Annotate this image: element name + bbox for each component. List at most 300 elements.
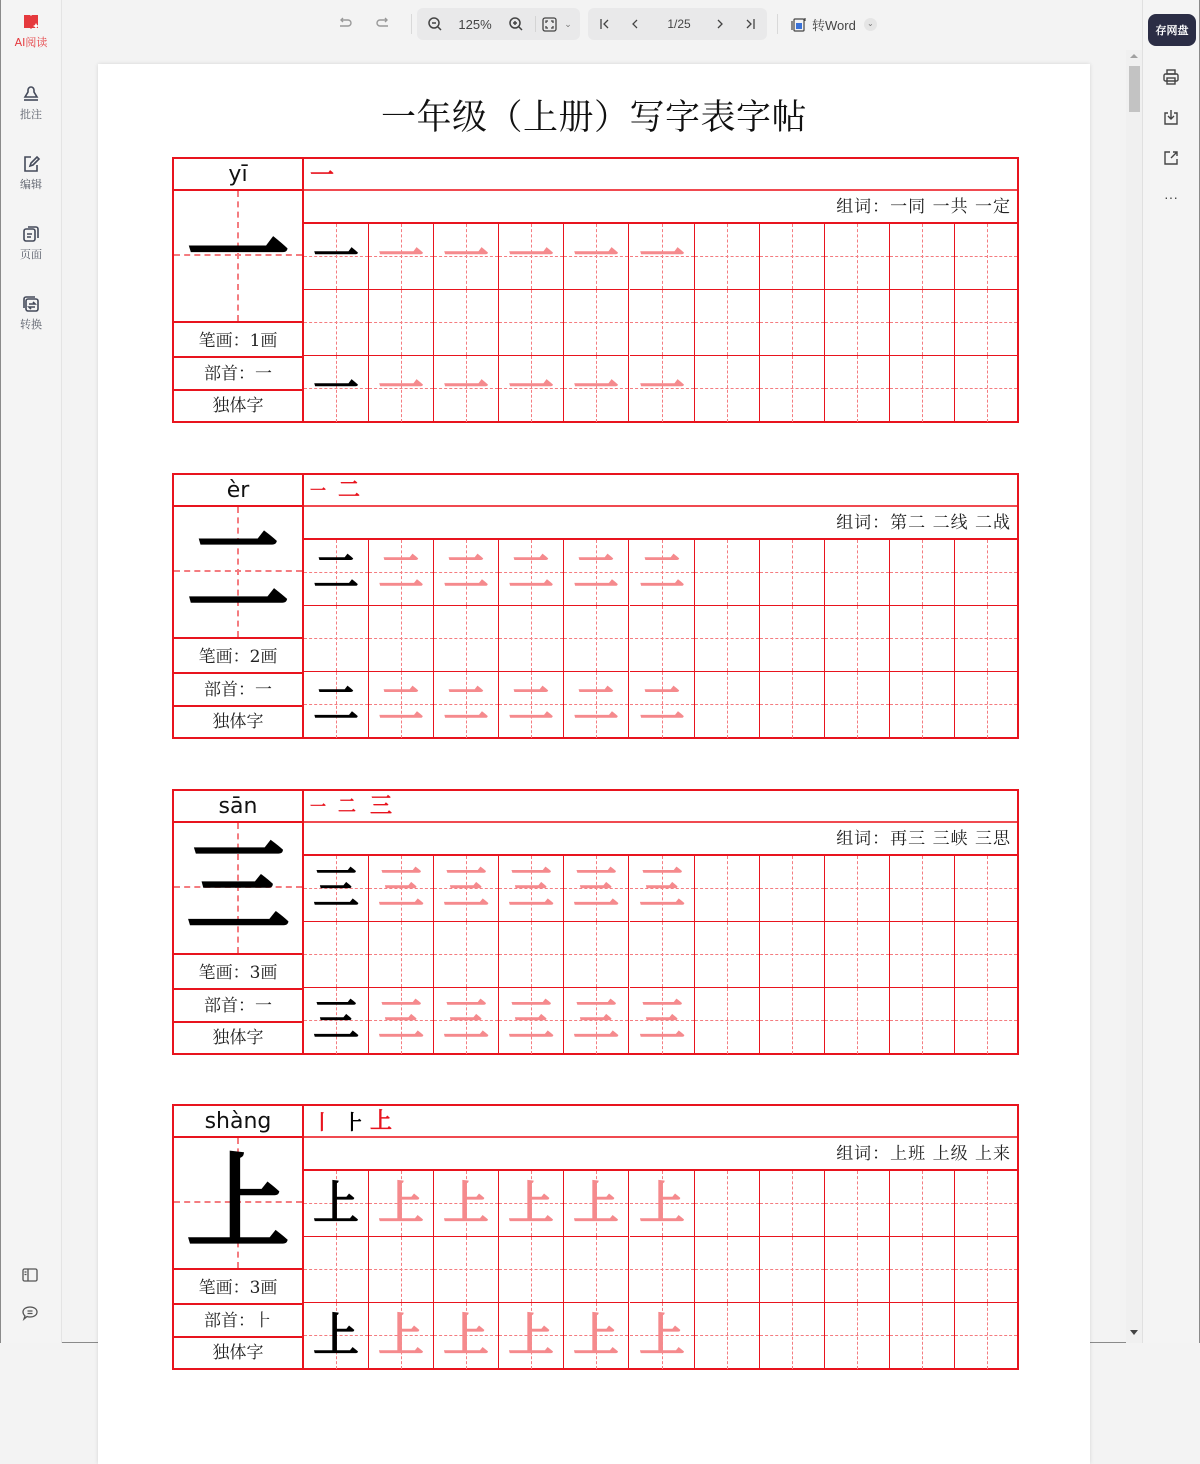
cell-guide-horizontal: [695, 954, 759, 955]
cell-guide-horizontal: [369, 954, 433, 955]
structure-type: 独体字: [212, 1028, 264, 1048]
cell-guide-vertical: [727, 672, 728, 738]
radical: 部首：⺊: [174, 1305, 302, 1338]
practice-cell[interactable]: [434, 606, 499, 672]
word-icon: [790, 16, 807, 33]
previous-page-button[interactable]: [625, 12, 645, 36]
practice-cell[interactable]: [434, 540, 499, 606]
practice-cell[interactable]: [434, 290, 499, 356]
cell-guide-horizontal: [695, 704, 759, 705]
undo-icon: [337, 17, 353, 31]
practice-cell[interactable]: [499, 1171, 564, 1237]
practice-cell[interactable]: [695, 606, 760, 672]
stroke-order-step: 上: [370, 1109, 393, 1134]
stroke-order-step: 一: [310, 481, 327, 500]
practice-model-character: 三: [313, 861, 359, 915]
practice-cell[interactable]: [890, 1171, 955, 1237]
zoom-in-icon: [508, 16, 524, 32]
practice-cell[interactable]: [825, 1171, 890, 1237]
scroll-up-arrow-icon[interactable]: [1130, 54, 1138, 58]
cell-guide-horizontal: [499, 638, 563, 639]
cell-guide-horizontal: [955, 888, 1017, 889]
next-page-button[interactable]: [710, 12, 730, 36]
practice-cell[interactable]: [564, 1303, 629, 1369]
vertical-scrollbar[interactable]: [1126, 50, 1143, 1343]
cell-guide-horizontal: [695, 388, 759, 389]
stroke-order-row: [304, 159, 1017, 191]
cell-guide-horizontal: [955, 572, 1017, 573]
practice-cell[interactable]: [955, 290, 1017, 356]
practice-cell[interactable]: [955, 356, 1017, 422]
practice-cell[interactable]: [695, 1303, 760, 1369]
practice-grid: [304, 856, 1017, 1053]
cell-guide-horizontal: [955, 388, 1017, 389]
practice-cell[interactable]: [564, 1171, 629, 1237]
cell-guide-horizontal: [890, 638, 954, 639]
practice-cell[interactable]: [825, 856, 890, 922]
trace-character: 三: [508, 861, 554, 915]
practice-cell[interactable]: [890, 922, 955, 988]
practice-cell[interactable]: [630, 224, 695, 290]
practice-cell[interactable]: [695, 672, 760, 738]
trace-character: 上: [639, 1308, 685, 1362]
character-block: [172, 157, 1019, 423]
cell-guide-vertical: [922, 672, 923, 738]
first-page-icon: [599, 18, 611, 30]
sidebar-item-edit[interactable]: [1, 154, 61, 192]
practice-cell[interactable]: [499, 922, 564, 988]
cell-guide-horizontal: [760, 322, 824, 323]
model-character-box: [174, 507, 302, 639]
character-block: [172, 473, 1019, 739]
print-icon[interactable]: [1162, 68, 1180, 86]
cell-guide-horizontal: [955, 1269, 1017, 1270]
practice-cell[interactable]: [630, 988, 695, 1054]
fit-options-dropdown[interactable]: ⌄: [564, 18, 572, 29]
practice-cell[interactable]: [695, 922, 760, 988]
practice-cell[interactable]: [630, 540, 695, 606]
word-examples-row: [304, 1138, 1017, 1171]
practice-cell[interactable]: [825, 922, 890, 988]
practice-cell[interactable]: [760, 672, 825, 738]
character-block: [172, 789, 1019, 1055]
word-examples: 组词：第二 二线 二战: [836, 513, 1011, 533]
cell-guide-horizontal: [825, 704, 889, 705]
cell-guide-horizontal: [630, 638, 694, 639]
save-to-cloud-button[interactable]: 存网盘: [1148, 14, 1196, 46]
stroke-order-step: 二: [338, 478, 361, 503]
practice-cell[interactable]: [825, 1237, 890, 1303]
redo-button[interactable]: [371, 12, 395, 36]
practice-cell[interactable]: [369, 988, 434, 1054]
practice-cell[interactable]: [564, 606, 629, 672]
top-toolbar: [62, 0, 1143, 50]
practice-cell[interactable]: [890, 606, 955, 672]
practice-cell[interactable]: [825, 356, 890, 422]
practice-cell[interactable]: [760, 1171, 825, 1237]
cell-guide-horizontal: [955, 1020, 1017, 1021]
stroke-order-step: 一: [310, 797, 327, 816]
practice-cell[interactable]: [890, 1303, 955, 1369]
zoom-in-button[interactable]: [504, 12, 528, 36]
practice-cell[interactable]: [564, 1237, 629, 1303]
redo-icon: [375, 17, 391, 31]
right-toolbar: [1142, 0, 1199, 1343]
stroke-count: 笔画：3画: [174, 1272, 302, 1305]
practice-cell[interactable]: [304, 672, 369, 738]
trace-character: 一: [508, 229, 554, 283]
left-sidebar: [1, 0, 62, 1343]
cell-guide-horizontal: [434, 954, 498, 955]
cell-guide-horizontal: [890, 954, 954, 955]
cell-guide-horizontal: [825, 1203, 889, 1204]
practice-cell[interactable]: [369, 922, 434, 988]
practice-cell[interactable]: [955, 672, 1017, 738]
practice-cell[interactable]: [369, 290, 434, 356]
practice-cell[interactable]: [499, 224, 564, 290]
cell-guide-vertical: [792, 672, 793, 738]
practice-cell[interactable]: [499, 290, 564, 356]
model-character: 上: [185, 1141, 290, 1264]
cell-guide-horizontal: [304, 1269, 368, 1270]
radical: 部首：一: [174, 674, 302, 707]
practice-cell[interactable]: [499, 356, 564, 422]
practice-cell[interactable]: [304, 540, 369, 606]
practice-cell[interactable]: [760, 1303, 825, 1369]
practice-cell[interactable]: [304, 224, 369, 290]
practice-cell[interactable]: [760, 224, 825, 290]
practice-cell[interactable]: [304, 1237, 369, 1303]
cell-guide-vertical: [727, 988, 728, 1054]
stroke-order-step: 丨: [312, 1110, 332, 1134]
practice-cell[interactable]: [304, 988, 369, 1054]
cell-guide-horizontal: [760, 256, 824, 257]
cell-guide-vertical: [987, 1303, 988, 1369]
practice-cell[interactable]: [564, 224, 629, 290]
last-page-button[interactable]: [740, 12, 760, 36]
practice-cell[interactable]: [825, 672, 890, 738]
practice-cell[interactable]: [955, 1171, 1017, 1237]
convert-icon: [21, 294, 41, 314]
practice-cell[interactable]: [434, 356, 499, 422]
download-icon[interactable]: [1162, 108, 1180, 126]
practice-cell[interactable]: [564, 290, 629, 356]
practice-cell[interactable]: [825, 988, 890, 1054]
trace-character: 上: [508, 1176, 554, 1230]
cell-guide-vertical: [987, 988, 988, 1054]
practice-cell[interactable]: [499, 1237, 564, 1303]
undo-button[interactable]: [333, 12, 357, 36]
pages-icon: [21, 224, 41, 244]
cell-guide-horizontal: [955, 954, 1017, 955]
practice-cell[interactable]: [760, 356, 825, 422]
practice-cell[interactable]: [760, 290, 825, 356]
practice-cell[interactable]: [499, 988, 564, 1054]
cell-guide-vertical: [727, 356, 728, 422]
cell-guide-horizontal: [760, 888, 824, 889]
practice-cell[interactable]: [304, 290, 369, 356]
radical: 部首：一: [174, 990, 302, 1023]
stroke-order-step: ⺊: [344, 1110, 364, 1134]
practice-cell[interactable]: [890, 988, 955, 1054]
chevron-down-icon[interactable]: ⌄: [864, 18, 877, 31]
cell-guide-vertical: [857, 672, 858, 738]
practice-cell[interactable]: [630, 290, 695, 356]
stroke-order-step: 二: [338, 796, 356, 817]
chevron-right-icon: [714, 18, 726, 30]
page-number-input[interactable]: 1/25: [667, 17, 691, 31]
practice-cell[interactable]: [760, 922, 825, 988]
cell-guide-horizontal: [825, 1335, 889, 1336]
document-viewport: [62, 50, 1126, 1363]
practice-cell[interactable]: [955, 540, 1017, 606]
cell-guide-horizontal: [890, 322, 954, 323]
pinyin: yī: [174, 159, 302, 191]
sidebar-item-ai-reading[interactable]: [1, 12, 61, 50]
practice-cell[interactable]: [564, 988, 629, 1054]
practice-cell[interactable]: [369, 540, 434, 606]
practice-cell[interactable]: [304, 1171, 369, 1237]
practice-cell[interactable]: [695, 224, 760, 290]
practice-cell[interactable]: [434, 1237, 499, 1303]
practice-cell[interactable]: [369, 672, 434, 738]
character-info-column: [174, 159, 304, 421]
trace-character: 二: [508, 545, 554, 599]
cell-guide-horizontal: [369, 322, 433, 323]
practice-cell[interactable]: [955, 606, 1017, 672]
cell-guide-vertical: [792, 356, 793, 422]
zoom-out-button[interactable]: [423, 12, 447, 36]
practice-cell[interactable]: [695, 290, 760, 356]
trace-character: 二: [639, 545, 685, 599]
practice-cell[interactable]: [955, 922, 1017, 988]
trace-character: 上: [573, 1176, 619, 1230]
trace-character: 上: [639, 1176, 685, 1230]
practice-cell[interactable]: [434, 856, 499, 922]
trace-character: 一: [443, 361, 489, 415]
practice-cell[interactable]: [890, 356, 955, 422]
cell-guide-horizontal: [760, 1269, 824, 1270]
practice-cell[interactable]: [304, 856, 369, 922]
cell-guide-horizontal: [825, 1269, 889, 1270]
cell-guide-vertical: [792, 1303, 793, 1369]
practice-cell[interactable]: [695, 356, 760, 422]
zoom-level[interactable]: 125%: [458, 16, 492, 32]
pinyin: sān: [174, 791, 302, 823]
cell-guide-horizontal: [760, 638, 824, 639]
practice-cell[interactable]: [369, 224, 434, 290]
annotate-icon: [21, 84, 41, 104]
convert-to-word-button[interactable]: [790, 12, 878, 36]
model-character: 三: [185, 826, 290, 949]
trace-character: 上: [443, 1176, 489, 1230]
cell-guide-horizontal: [890, 572, 954, 573]
practice-cell[interactable]: [564, 922, 629, 988]
trace-character: 三: [443, 993, 489, 1047]
cell-guide-horizontal: [630, 954, 694, 955]
trace-character: 三: [573, 861, 619, 915]
practice-cell[interactable]: [369, 856, 434, 922]
practice-cell[interactable]: [955, 856, 1017, 922]
practice-cell[interactable]: [369, 1237, 434, 1303]
practice-cell[interactable]: [630, 606, 695, 672]
cell-guide-horizontal: [825, 256, 889, 257]
practice-cell[interactable]: [695, 988, 760, 1054]
scrollbar-thumb[interactable]: [1129, 66, 1140, 112]
cell-guide-horizontal: [760, 572, 824, 573]
cell-guide-horizontal: [955, 704, 1017, 705]
practice-cell[interactable]: [890, 856, 955, 922]
cell-guide-horizontal: [695, 1203, 759, 1204]
practice-cell[interactable]: [695, 1171, 760, 1237]
sidebar-item-convert[interactable]: [1, 294, 61, 332]
practice-cell[interactable]: [695, 540, 760, 606]
practice-cell[interactable]: [499, 540, 564, 606]
cell-guide-horizontal: [760, 954, 824, 955]
practice-cell[interactable]: [434, 922, 499, 988]
practice-cell[interactable]: [369, 356, 434, 422]
practice-cell[interactable]: [630, 672, 695, 738]
cell-guide-horizontal: [825, 388, 889, 389]
cell-guide-horizontal: [760, 704, 824, 705]
fit-page-button[interactable]: [538, 12, 560, 36]
practice-model-character: 二: [313, 545, 359, 599]
practice-cell[interactable]: [760, 606, 825, 672]
cell-guide-horizontal: [434, 322, 498, 323]
scroll-down-arrow-icon[interactable]: [1130, 1330, 1138, 1335]
practice-cell[interactable]: [564, 356, 629, 422]
sidebar-item-pages[interactable]: [1, 224, 61, 262]
cell-guide-vertical: [857, 1303, 858, 1369]
practice-cell[interactable]: [825, 540, 890, 606]
sidebar-item-annotate[interactable]: [1, 84, 61, 122]
model-character-box: [174, 191, 302, 323]
practice-cell[interactable]: [630, 356, 695, 422]
practice-cell[interactable]: [890, 224, 955, 290]
model-character: 二: [185, 510, 290, 633]
practice-cell[interactable]: [890, 540, 955, 606]
edit-icon: [21, 154, 41, 174]
practice-cell[interactable]: [825, 290, 890, 356]
sidebar-item-label: 批注: [20, 108, 42, 121]
practice-cell[interactable]: [434, 1171, 499, 1237]
practice-cell[interactable]: [890, 290, 955, 356]
practice-cell[interactable]: [760, 988, 825, 1054]
panel-toggle-icon[interactable]: [21, 1266, 39, 1284]
cell-guide-horizontal: [630, 1269, 694, 1270]
fit-page-icon: [542, 17, 557, 32]
practice-cell[interactable]: [564, 540, 629, 606]
practice-cell[interactable]: [630, 856, 695, 922]
practice-cell[interactable]: [890, 1237, 955, 1303]
trace-character: 三: [573, 993, 619, 1047]
practice-cell[interactable]: [369, 1303, 434, 1369]
practice-cell[interactable]: [499, 1303, 564, 1369]
structure-type: 独体字: [212, 712, 264, 732]
practice-cell[interactable]: [369, 1171, 434, 1237]
stroke-count: 笔画：1画: [174, 325, 302, 358]
first-page-button[interactable]: [595, 12, 615, 36]
practice-cell[interactable]: [695, 856, 760, 922]
word-examples: 组词：一同 一共 一定: [836, 197, 1011, 217]
trace-character: 二: [378, 545, 424, 599]
practice-cell[interactable]: [760, 1237, 825, 1303]
cell-guide-horizontal: [825, 1020, 889, 1021]
practice-cell[interactable]: [434, 1303, 499, 1369]
practice-model-character: 三: [313, 993, 359, 1047]
practice-cell[interactable]: [630, 1237, 695, 1303]
practice-cell[interactable]: [434, 224, 499, 290]
practice-cell[interactable]: [304, 922, 369, 988]
cell-guide-horizontal: [304, 322, 368, 323]
trace-character: 二: [443, 545, 489, 599]
cell-guide-horizontal: [630, 322, 694, 323]
cell-guide-horizontal: [760, 1020, 824, 1021]
practice-cell[interactable]: [434, 988, 499, 1054]
practice-cell[interactable]: [630, 1171, 695, 1237]
practice-cell[interactable]: [304, 356, 369, 422]
cell-guide-vertical: [987, 356, 988, 422]
practice-cell[interactable]: [304, 1303, 369, 1369]
trace-character: 一: [508, 361, 554, 415]
practice-cell[interactable]: [564, 672, 629, 738]
toolbar-divider: [535, 16, 536, 32]
trace-character: 上: [573, 1308, 619, 1362]
trace-character: 二: [443, 677, 489, 731]
more-icon[interactable]: ···: [1164, 189, 1178, 205]
practice-cell[interactable]: [825, 606, 890, 672]
trace-character: 三: [508, 993, 554, 1047]
cell-guide-horizontal: [499, 954, 563, 955]
practice-cell[interactable]: [825, 224, 890, 290]
practice-cell[interactable]: [499, 856, 564, 922]
practice-cell[interactable]: [695, 1237, 760, 1303]
stroke-order-row: [304, 791, 1017, 823]
trace-character: 二: [378, 677, 424, 731]
practice-cell[interactable]: [825, 1303, 890, 1369]
practice-cell[interactable]: [434, 672, 499, 738]
practice-cell[interactable]: [630, 922, 695, 988]
practice-cell[interactable]: [369, 606, 434, 672]
trace-character: 二: [508, 677, 554, 731]
practice-cell[interactable]: [564, 856, 629, 922]
trace-character: 二: [639, 677, 685, 731]
practice-model-character: 一: [313, 361, 359, 415]
practice-cell[interactable]: [955, 1237, 1017, 1303]
practice-cell[interactable]: [955, 224, 1017, 290]
practice-cell[interactable]: [499, 606, 564, 672]
practice-cell[interactable]: [760, 856, 825, 922]
practice-cell[interactable]: [630, 1303, 695, 1369]
practice-cell[interactable]: [955, 988, 1017, 1054]
comment-icon[interactable]: [21, 1304, 39, 1322]
practice-cell[interactable]: [499, 672, 564, 738]
share-icon[interactable]: [1162, 149, 1180, 167]
cell-guide-horizontal: [955, 322, 1017, 323]
practice-cell[interactable]: [890, 672, 955, 738]
practice-cell[interactable]: [955, 1303, 1017, 1369]
cell-guide-horizontal: [955, 256, 1017, 257]
cell-guide-horizontal: [695, 322, 759, 323]
cell-guide-horizontal: [695, 1269, 759, 1270]
trace-character: 上: [443, 1308, 489, 1362]
cell-guide-vertical: [727, 1303, 728, 1369]
cell-guide-horizontal: [369, 638, 433, 639]
practice-cell[interactable]: [760, 540, 825, 606]
practice-cell[interactable]: [304, 606, 369, 672]
cell-guide-horizontal: [890, 1203, 954, 1204]
word-examples-row: [304, 823, 1017, 856]
